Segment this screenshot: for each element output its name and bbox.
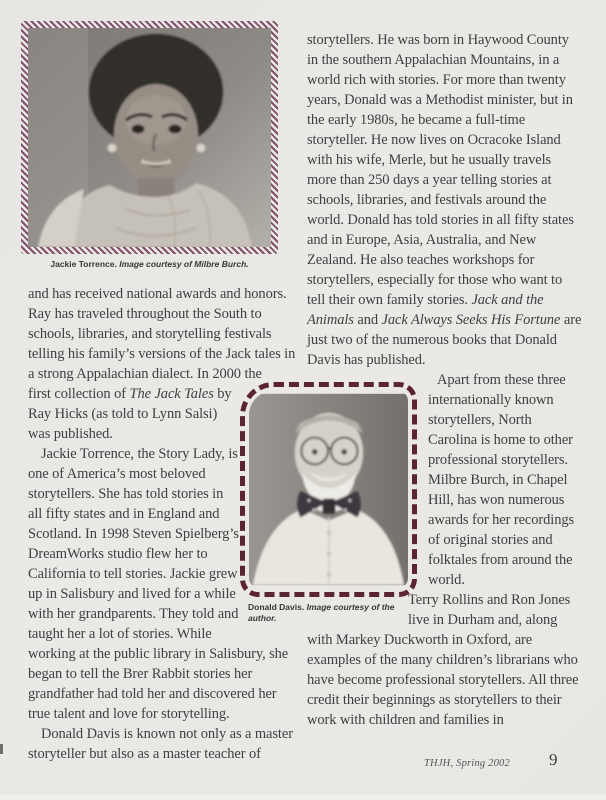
scan-artifact-edge-mark	[0, 744, 3, 754]
right-column	[307, 30, 582, 730]
paragraph-other-storytellers: Apart from these three internationally known storytellers, North Carolina is home to other professional storytellers. Milbre Burch, in Chapel Hill, has won numerous awards for her recordings of original stories and folktales from around the world.	[428, 372, 575, 588]
paragraph-librarian-storytellers: with Markey Duckworth in Oxford, are examples of the many children’s librarians who have become professional storytellers. All three credit their beginnings as storytellers to their work with children and families in	[307, 632, 579, 728]
donald-photo-dashed-frame	[240, 382, 417, 597]
donald-caption-name: Donald Davis.	[248, 602, 305, 612]
jackie-photo-caption	[21, 259, 278, 270]
paragraph-terry-rollins: Terry Rollins and Ron Jones live in Durham and, along	[408, 592, 571, 628]
paragraph-donald-davis-intro: Donald Davis is known not only as a master storyteller but also as a master teacher of	[28, 726, 293, 762]
paragraph-donald-davis-bio: storytellers. He was born in Haywood County in the southern Appalachian Mountains, in a world rich with stories. For more than twenty years, Donald was a Methodist minister, but in the early 1980s, he became a full-time storyteller. He now lives on Ocracoke Island with his wife, Merle, but he usually travels more than 250 days a year telling stories at schools, libraries, and festivals around the world. Donald has told stories in all fifty states and in Europe, Asia, Australia, and New Zealand. He also teaches workshops for storytellers, especially for those who want to tell their own family stories. Jack and the Animals and Jack Always Seeks His Fortune are just two of the numerous books that Donald Davis has published.	[307, 32, 582, 368]
donald-caption-credit: Image courtesy of the author.	[248, 602, 395, 623]
footer-journal-title: THJH, Spring 2002	[424, 758, 510, 769]
jackie-torrence-figure	[21, 21, 278, 270]
jackie-caption-name: Jackie Torrence.	[50, 259, 117, 269]
donald-photo-caption	[248, 602, 420, 624]
page-number: 9	[549, 750, 558, 769]
paragraph-ray-hicks-continued: and has received national awards and honors. Ray has traveled throughout the South to schools, libraries, and storytelling festivals telling his family’s versions of the Jack tales in a strong Appalachian dialect. In 2000 the	[28, 286, 296, 382]
paragraph-jackie-torrence-continued: working at the public library in Salisbury, she began to tell the Brer Rabbit stories her grandfather had told her and discovered her true talent and love for storytelling.	[28, 646, 289, 722]
jackie-caption-credit: Image courtesy of Milbre Burch.	[119, 259, 249, 269]
paragraph-jack-tales-published: first collection of The Jack Tales by Ray Hicks (as told to Lynn Salsi) was published.	[28, 386, 232, 442]
jackie-torrence-photo	[28, 28, 271, 247]
jackie-photo-stitched-frame	[21, 21, 278, 254]
paragraph-jackie-torrence: Jackie Torrence, the Story Lady, is one of America’s most beloved storytellers. She has told stories in all fifty states and in England and Scotland. In 1998 Steven Spielberg’s DreamWorks studio flew her to California to tell stories. Jackie grew up in Salisbury and lived for a while with her grandparents. They told and taught her a lot of stories. While	[28, 446, 239, 642]
donald-davis-photo	[249, 391, 408, 588]
scan-artifact-bottom-strip	[0, 795, 606, 800]
